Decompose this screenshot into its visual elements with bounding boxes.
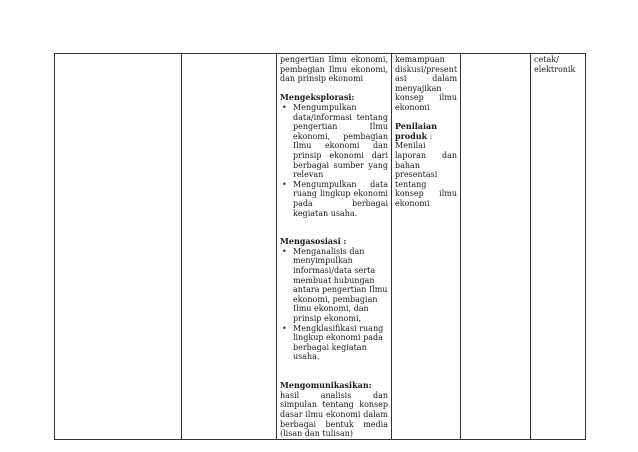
activity-intro: pengertian Ilmu ekonomi, pembagian Ilmu ekonomi, dan prinsip ekonomi [280,55,388,84]
associate-heading: Mengasosiasi : [280,236,347,247]
assessment-heading-suffix: : [427,131,433,141]
empty-cell-5 [461,54,531,440]
bullet-icon: • [282,179,287,189]
explore-list [280,103,388,218]
list-item: • Mengklasifikasi ruang lingkup ekonomi pada berbagai kegiatan usaha. [282,323,384,362]
resource-line-1: cetak/ [534,55,559,64]
empty-cell-1 [55,54,182,440]
bullet-icon: • [282,246,287,256]
communicate-heading: Mengomunikasikan: [280,380,372,391]
assessment-cell [392,54,461,440]
explore-heading: Mengeksplorasi: [280,92,355,103]
table-row [55,54,586,440]
list-item: • Menganalisis dan menyimpulkan informasi/data serta membuat hubungan antara pengertian Ilmu ekonomi, pembagian Ilmu ekonomi, dan prinsip ekonomi, [282,246,388,324]
communicate-text: hasil analisis dan simpulan tentang konsep dasar ilmu ekonomi dalam berbagai bentuk media (lisan dan tulisan) [280,390,388,439]
empty-cell-2 [182,54,277,440]
resources-cell [531,54,586,440]
assessment-heading: Penilaian produk [395,121,438,141]
associate-list [280,247,388,362]
assessment-text-1: kemampuan diskusi/present asi dalam menyajikan konsep ilmu ekonomi [395,55,458,112]
list-item: • Mengumpulkan data ruang lingkup ekonomi pada berbagai kegiatan usaha. [282,179,388,218]
assessment-text-2: Menilai laporan dan bahan presentasi tentang konsep ilmu ekonomi [395,141,458,208]
bullet-icon: • [282,323,287,333]
learning-activities-cell [277,54,392,440]
resource-line-2: elektronik [534,64,576,74]
list-item: • Mengumpulkan data/informasi tentang pengertian Ilmu ekonomi, pembagian Ilmu ekonomi dan prinsip ekonomi dari berbagai sumber yang relevan [282,102,388,180]
assessment-heading-block [395,122,457,141]
lesson-plan-table [54,53,586,440]
bullet-icon: • [282,102,287,112]
